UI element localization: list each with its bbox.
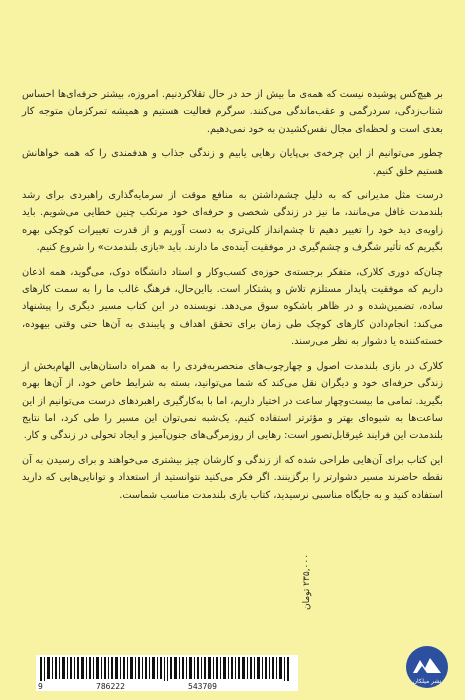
paragraph: این کتاب برای آن‌هایی طراحی شده که از زندگی و کارشان چیز بیشتری می‌خواهند و برای رسیدن به آن نقطه حاضرند مسیر دشوارتر را برگزینند. اگر فکر می‌کنید نتوانستید از استعداد و توانایی‌هایی که دارید استفاده کنید و به جایگاه مناسبی نرسیدید، کتاب بازی بلندمدت مناسب شماست.	[22, 454, 443, 501]
paragraph: کلارک در بازی بلندمدت اصول و چهارچوب‌های منحصربه‌فردی را به همراه داستان‌هایی الهام‌بخش از زندگی حرفه‌ای خود و دیگران نقل می‌کند که شما می‌توانید، بسته به شرایط خاص خود، از آن‌ها بهره بگیرید. تمامی ما بیست‌وچهار ساعت در اختیار داریم، اما با به‌کارگیری راهبردهای درست می‌توانیم از این ساعت‌ها به شیوه‌ای بهتر و مؤثرتر استفاده کنیم. یک‌شبه نمی‌توان این مسیر را طی کرد، اما نتایج بلندمدت این فرایند غیرقابل‌تصور است: رهایی از روزمرگی‌های جنون‌آمیز و ایجاد تحولی در زندگی و کار.	[22, 360, 443, 442]
price-label: ۲۳۵,۰۰۰ تومان	[302, 553, 312, 610]
publisher-name: نشر میلکان	[412, 678, 442, 685]
paragraph: بر هیچ‌کس پوشیده نیست که همه‌ی ما بیش از حد در حال تقلاکردنیم. امروزه، بیشتر حرفه‌ای‌ها احساس شتاب‌زدگی، سردرگمی و عقب‌ماندگی می‌کنند. سرگرم فعالیت هستیم و همیشه تمرکزمان متوجه کار بعدی است و لحظه‌ای مجال نفس‌کشیدن به خود نمی‌دهیم.	[22, 89, 443, 135]
paragraph: چطور می‌توانیم از این چرخه‌ی بی‌پایان رهایی یابیم و زندگی جذاب و هدفمندی را که همه خواهانش هستیم خلق کنیم.	[22, 148, 443, 177]
isbn-digit-group: 543709	[188, 681, 217, 691]
paragraph: درست مثل مدیرانی که به دلیل چشم‌داشتن به منافع موقت از سرمایه‌گذاری راهبردی برای رشد بلندمدت غافل می‌مانند، ما نیز در زندگی شخصی و حرفه‌ای خود مرتکب چنین خطایی می‌شویم. باید زاویه‌ی دید خود را تغییر دهیم تا چشم‌انداز کلی‌تری به دست آوریم و از قدرت تغییرات کوچکی بهره بگیریم که تأثیر شگرف و چشم‌گیری در موفقیت آینده‌ی ما دارند. باید «بازی بلندمدت» را شروع کنیم.	[22, 190, 443, 254]
isbn-barcode	[36, 655, 298, 691]
publisher-logo	[405, 645, 449, 689]
paragraph: چنان‌که دوری کلارک، متفکر برجسته‌ی حوزه‌ی کسب‌وکار و استاد دانشگاه دوک، می‌گوید، همه اذعان داریم که موفقیت پایدار مستلزم تلاش و پشتکار است. بااین‌حال، فرهنگ غالب ما را به سمت کارهای ساده، تضمین‌شده و در ظاهر باشکوه سوق می‌دهد. نویسنده در این کتاب مسیر دیگری را پیشنهاد می‌کند: انجام‌دادن کارهای کوچک طی زمان برای تحقق اهداف و پایبندی به آن‌ها حتی وقتی بیهوده، خسته‌کننده یا دشوار به نظر می‌رسند.	[22, 266, 443, 348]
barcode-icon	[40, 657, 294, 681]
isbn-digit-prefix: 9	[38, 681, 43, 691]
back-cover-blurb	[22, 86, 443, 511]
isbn-number	[36, 681, 298, 691]
isbn-digit-group: 786222	[96, 681, 125, 691]
